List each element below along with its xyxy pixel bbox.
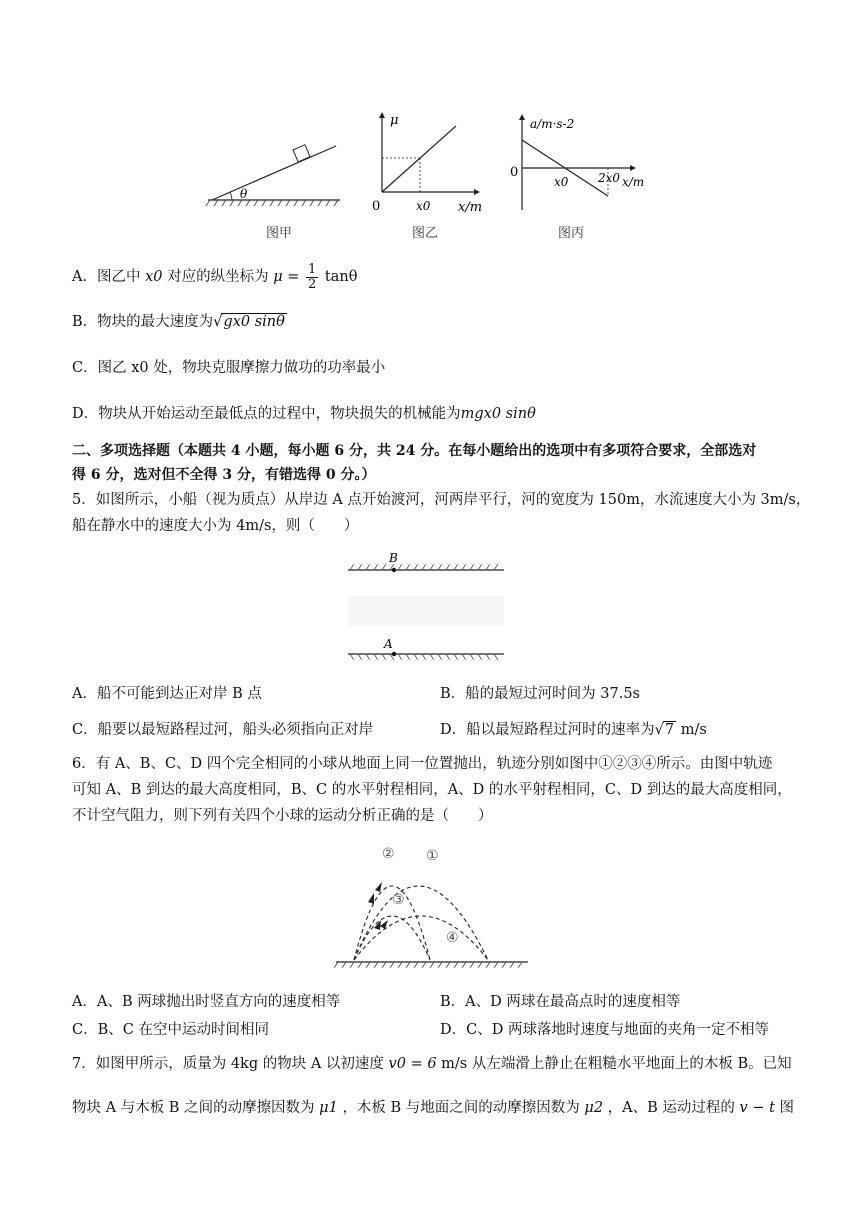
q5-option-c: C．船要以最短路程过河，船头必须指向正对岸 <box>72 722 374 738</box>
q4-option-d: D．物块从开始运动至最低点的过程中，物块损失的机械能为mgx0 sinθ <box>72 406 536 422</box>
figure-jia-caption: 图甲 <box>266 226 293 241</box>
q7-stem-line2: 物块 A 与木板 B 之间的动摩擦因数为 μ1 ，木板 B 与地面之间的动摩擦因数为 μ2 ，A、B 运动过程的 v − t 图 <box>72 1100 795 1116</box>
q6-stem-line2: 可知 A、B 到达的最大高度相同，B、C 的水平射程相同，A、D 的水平射程相同，C、D 到达的最大高度相同， <box>72 782 792 798</box>
q5-stem-line1: 5．如图所示，小船（视为质点）从岸边 A 点开始渡河，河两岸平行，河的宽度为 150m，水流速度大小为 3m/s， <box>72 492 811 508</box>
q5-option-b: B．船的最短过河时间为 37.5s <box>440 686 640 702</box>
river-point-b: B <box>389 551 398 565</box>
q4-option-a: A．图乙中 x0 对应的纵坐标为 μ = $\frac{1}{2}$ tanθ <box>72 261 358 292</box>
figure-jia <box>200 120 350 220</box>
figure-bing <box>508 110 658 220</box>
q4-option-c: C．图乙 x0 处，物块克服摩擦力做功的功率最小 <box>72 360 386 376</box>
bing-xlabel: x/m <box>622 175 645 189</box>
trajectory-mark-3: ③ <box>392 892 405 908</box>
trajectory-mark-2: ② <box>382 846 395 862</box>
river-diagram <box>344 548 508 666</box>
jia-theta: θ <box>240 187 248 201</box>
q4-option-b: B．物块的最大速度为√gx0 sinθ <box>72 314 285 330</box>
trajectory-mark-1: ① <box>426 848 439 864</box>
yi-origin: 0 <box>372 199 381 214</box>
trajectory-diagram <box>334 838 530 972</box>
q5-option-d: D．船以最短路程过河时的速率为√7 m/s <box>440 722 707 738</box>
fraction-one-half: $\frac{1}{2}$ <box>308 261 317 292</box>
section2-heading-line1: 二、多项选择题（本题共 4 小题，每小题 6 分，共 24 分。在每小题给出的选项中有多项符合要求，全部选对 <box>72 443 757 459</box>
yi-ylabel: μ <box>390 113 399 128</box>
q6-stem-line3: 不计空气阻力，则下列有关四个小球的运动分析正确的是（ ） <box>72 808 493 824</box>
river-point-a: A <box>384 637 393 651</box>
trajectory-mark-4: ④ <box>446 930 459 946</box>
figure-yi <box>366 110 496 220</box>
q5-stem-line2: 船在静水中的速度大小为 4m/s，则（ ） <box>72 518 359 534</box>
bing-2x0: 2x0 <box>598 171 621 185</box>
q6-stem-line1: 6．有 A、B、C、D 四个完全相同的小球从地面上同一位置抛出，轨迹分别如图中①②③④所示。由图中轨迹 <box>72 756 773 772</box>
bing-x0: x0 <box>554 175 569 189</box>
q6-option-b: B．A、D 两球在最高点时的速度相等 <box>440 994 681 1010</box>
bing-ylabel: a/m·s-2 <box>530 117 575 131</box>
q5-option-a: A．船不可能到达正对岸 B 点 <box>72 686 262 702</box>
q6-option-c: C．B、C 在空中运动时间相同 <box>72 1022 269 1038</box>
section2-heading-line2: 得 6 分，选对但不全得 3 分，有错选得 0 分。） <box>72 467 376 483</box>
yi-xlabel: x/m <box>458 200 483 215</box>
figure-yi-caption: 图乙 <box>412 226 439 241</box>
yi-x0: x0 <box>416 199 431 213</box>
bing-origin: 0 <box>510 165 519 180</box>
q6-option-a: A．A、B 两球抛出时竖直方向的速度相等 <box>72 994 341 1010</box>
q7-stem-line1: 7．如图甲所示，质量为 4kg 的物块 A 以初速度 v0 = 6 m/s 从左端滑上静止在粗糙水平地面上的木板 B。已知 <box>72 1056 792 1072</box>
q6-option-d: D．C、D 两球落地时速度与地面的夹角一定不相等 <box>440 1022 769 1038</box>
figure-bing-caption: 图丙 <box>558 226 585 241</box>
